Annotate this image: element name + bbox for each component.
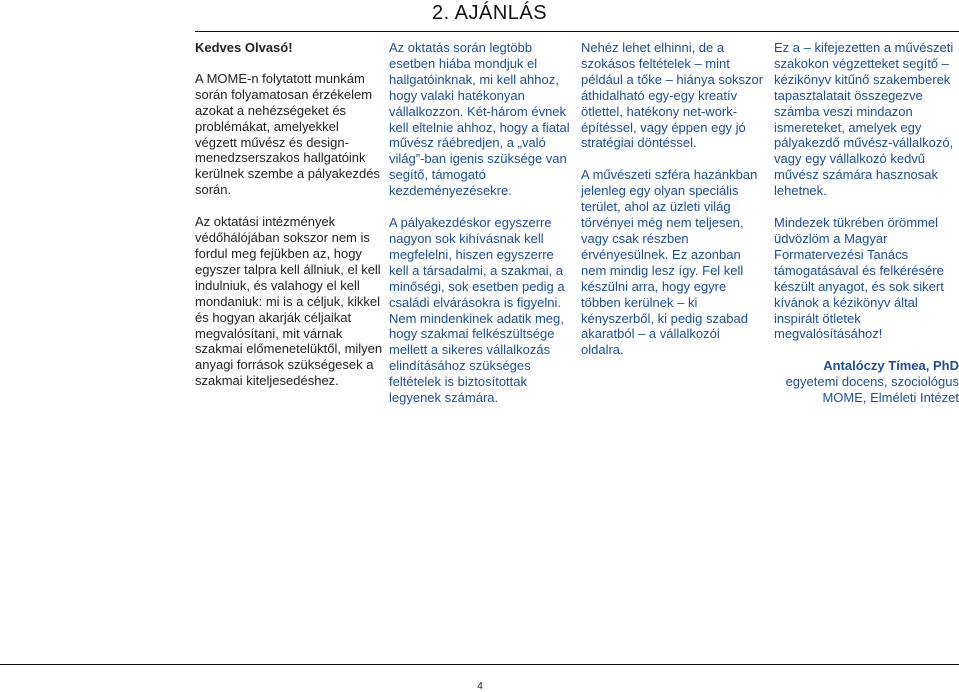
- signature-title: egyetemi docens, szociológus: [785, 374, 959, 390]
- footer-rule: [0, 664, 959, 665]
- paragraph: Ez a – kifejezetten a művészeti szakokon végzetteket segítő – kézikönyv kitűnő szakemberek tapasztalatait összegezve számba veszi mindazon ismereteket, amelyek egy pályakezdő művész-vállalkozó, vagy egy vállalkozó kedvű művész számára hasznosak lehetnek.: [774, 40, 954, 199]
- paragraph: Az oktatási intézmények védőhálójában sokszor nem is fordul meg fejükben az, hogy egyszer talpra kell állniuk, el kell indulniuk, és valahogy el kell mondaniuk: mi is a céljuk, kikkel és hogyan akarják céljaikat megvalósítani, mit várnak szakmai előmenetelüktől, milyen anyagi források szükségesek a szakmai kiteljesedéshez.: [195, 214, 383, 389]
- paragraph: A művészeti szféra hazánkban jelenleg egy olyan speciális terület, ahol az üzleti világ törvényei még nem teljesen, vagy csak részben érvényesülnek. Ez azonban nem mindig lesz így. Fel kell készülni arra, hogy egyre többen kerülnek – ki kényszerből, ki pedig szabad akaratból – a vállalkozói oldalra.: [581, 167, 758, 358]
- signature-name: Antalóczy Tímea, PhD: [823, 358, 959, 374]
- signature: [774, 358, 959, 406]
- paragraph: A pályakezdéskor egyszerre nagyon sok kihívásnak kell megfelelni, hiszen egyszerre kell a társadalmi, a szakmai, a minőségi, sok esetben pedig a családi elvárásokra is figyelni. Nem mindenkinek adatik meg, hogy szakmai felkészültsége mellett a sikeres vállalkozás elindításához szükséges feltételek is biztosítottak legyenek számára.: [389, 215, 565, 406]
- column-1: [195, 40, 383, 405]
- column-4: [774, 40, 959, 406]
- greeting: Kedves Olvasó!: [195, 40, 293, 55]
- paragraph: Az oktatás során legtöbb esetben hiába mondjuk el hallgatóinknak, mi kell ahhoz, hogy valaki hatékonyan vállalkozzon. Két-három évnek kell eltelnie ahhoz, hogy a fiatal művész ráébredjen, a „való világ”-ban igenis szüksége van segítő, támogató kezdeményezésekre.: [389, 40, 570, 199]
- header-rule: [195, 31, 959, 32]
- signature-affiliation: MOME, Elméleti Intézet: [822, 390, 959, 406]
- paragraph: Mindezek tükrében örömmel üdvözlöm a Magyar Formatervezési Tanács támogatásával és felkérésére készült anyagot, és sok sikert kívánok a kézikönyv által inspirált ötletek megvalósításához!: [774, 215, 944, 342]
- column-3: [581, 40, 765, 374]
- page-number: 4: [477, 681, 483, 692]
- paragraph: Nehéz lehet elhinni, de a szokásos feltételek – mint például a tőke – hiánya sokszor áthidalható egy-egy kreatív ötlettel, hatékony net-work-építéssel, vagy éppen egy jó stratégiai döntéssel.: [581, 40, 764, 151]
- column-2: [389, 40, 573, 422]
- page-title: 2. AJÁNLÁS: [432, 2, 548, 24]
- paragraph: A MOME-n folytatott munkám során folyamatosan érzékelem azokat a nehézségeket és problémákat, amelyekkel végzett művész és design-menedzserszakos hallgatóink kerülnek szembe a pályakezdés során.: [195, 70, 380, 198]
